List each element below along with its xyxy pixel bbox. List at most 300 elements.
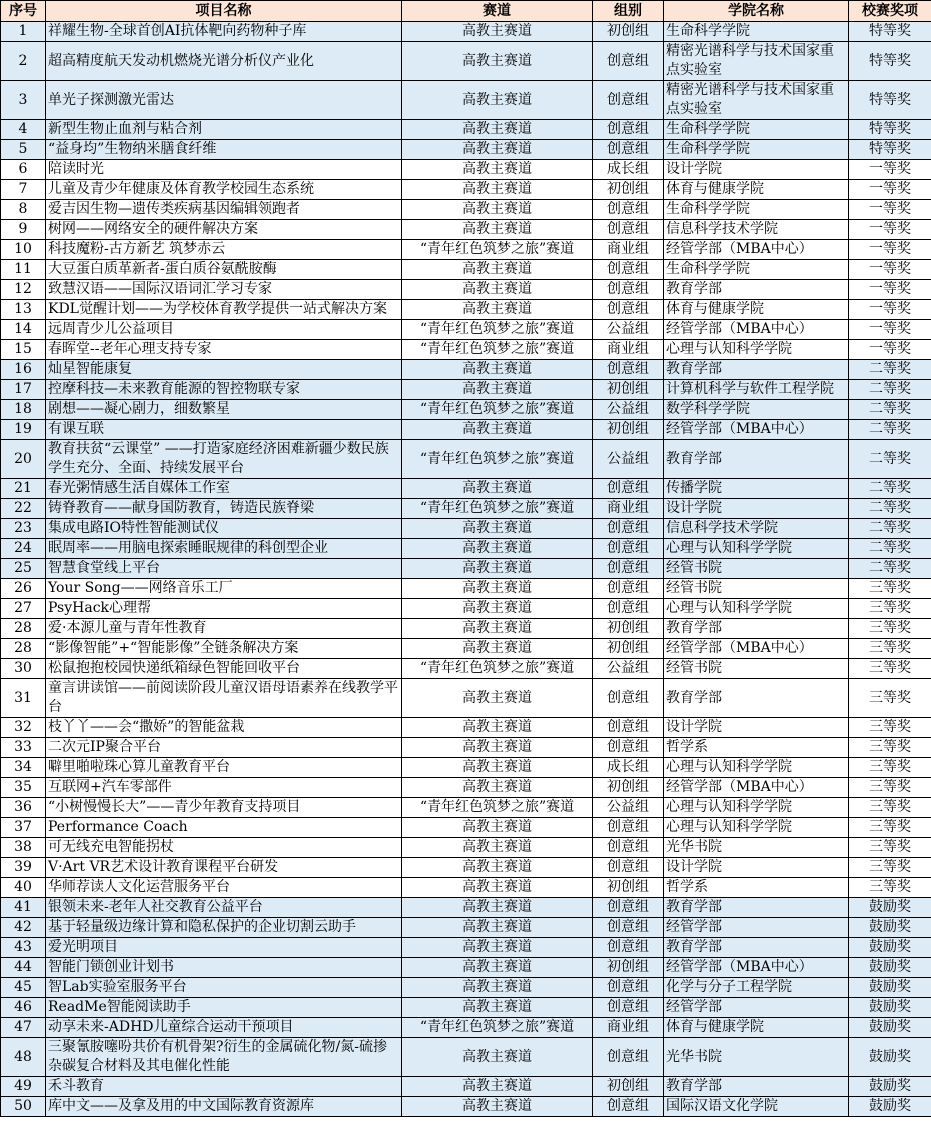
cell-college: 生命科学学院: [664, 22, 849, 42]
cell-group: 创意组: [593, 858, 664, 878]
table-row: [1, 898, 931, 918]
table-row: [1, 639, 931, 659]
table-row: [1, 479, 931, 499]
cell-college: 心理与认知科学学院: [664, 758, 849, 778]
cell-group: 公益组: [593, 798, 664, 818]
table-row: [1, 519, 931, 539]
cell-college: 经管学部（MBA中心）: [664, 420, 849, 440]
cell-college: 生命科学学院: [664, 200, 849, 220]
cell-award: 鼓励奖: [849, 1018, 931, 1038]
cell-no: 43: [1, 938, 46, 958]
cell-track: 高教主赛道: [402, 81, 593, 120]
cell-no: 42: [1, 918, 46, 938]
cell-track: 高教主赛道: [402, 42, 593, 81]
table-row: [1, 818, 931, 838]
cell-college: 教育学部: [664, 440, 849, 479]
cell-name: “影像智能”+“智能影像”全链条解决方案: [46, 639, 402, 659]
cell-college: 信息科学技术学院: [664, 519, 849, 539]
cell-no: 44: [1, 958, 46, 978]
cell-award: 一等奖: [849, 260, 931, 280]
cell-college: 教育学部: [664, 898, 849, 918]
table-row: [1, 679, 931, 718]
cell-no: 28: [1, 619, 46, 639]
cell-no: 23: [1, 519, 46, 539]
cell-no: 5: [1, 140, 46, 160]
cell-name: 二次元IP聚合平台: [46, 738, 402, 758]
cell-track: 高教主赛道: [402, 120, 593, 140]
table-row: [1, 499, 931, 519]
cell-group: 初创组: [593, 22, 664, 42]
cell-college: 哲学系: [664, 878, 849, 898]
cell-award: 一等奖: [849, 320, 931, 340]
cell-no: 37: [1, 818, 46, 838]
cell-award: 二等奖: [849, 420, 931, 440]
cell-award: 一等奖: [849, 200, 931, 220]
cell-group: 创意组: [593, 938, 664, 958]
cell-track: “青年红色筑梦之旅”赛道: [402, 659, 593, 679]
cell-college: 经管学部（MBA中心）: [664, 778, 849, 798]
cell-name: 灿星智能康复: [46, 360, 402, 380]
cell-no: 40: [1, 878, 46, 898]
table-row: [1, 958, 931, 978]
cell-track: “青年红色筑梦之旅”赛道: [402, 320, 593, 340]
cell-college: 教育学部: [664, 1077, 849, 1097]
cell-track: 高教主赛道: [402, 579, 593, 599]
cell-name: 剧想——凝心剧力，细数繁星: [46, 400, 402, 420]
table-row: [1, 778, 931, 798]
cell-name: 童言讲读馆——前阅读阶段儿童汉语母语素养在线教学平台: [46, 679, 402, 718]
cell-name: 松鼠抱抱校园快递纸箱绿色智能回收平台: [46, 659, 402, 679]
table-row: [1, 738, 931, 758]
cell-name: 致慧汉语——国际汉语词汇学习专家: [46, 280, 402, 300]
cell-no: 13: [1, 300, 46, 320]
cell-group: 创意组: [593, 42, 664, 81]
cell-group: 创意组: [593, 81, 664, 120]
cell-track: 高教主赛道: [402, 1077, 593, 1097]
cell-track: 高教主赛道: [402, 380, 593, 400]
cell-college: 教育学部: [664, 360, 849, 380]
cell-college: 教育学部: [664, 679, 849, 718]
cell-award: 鼓励奖: [849, 998, 931, 1018]
cell-award: 三等奖: [849, 579, 931, 599]
table-row: [1, 260, 931, 280]
cell-college: 精密光谱科学与技术国家重点实验室: [664, 42, 849, 81]
cell-name: 大豆蛋白质革新者-蛋白质谷氨酰胺酶: [46, 260, 402, 280]
cell-track: 高教主赛道: [402, 1038, 593, 1077]
cell-name: 动享未来-ADHD儿童综合运动干预项目: [46, 1018, 402, 1038]
cell-track: 高教主赛道: [402, 679, 593, 718]
cell-name: 春晖堂--老年心理支持专家: [46, 340, 402, 360]
cell-track: 高教主赛道: [402, 978, 593, 998]
cell-group: 创意组: [593, 838, 664, 858]
cell-track: 高教主赛道: [402, 958, 593, 978]
cell-track: 高教主赛道: [402, 180, 593, 200]
cell-name: 智能门锁创业计划书: [46, 958, 402, 978]
cell-no: 17: [1, 380, 46, 400]
table-row: [1, 758, 931, 778]
cell-track: 高教主赛道: [402, 998, 593, 1018]
cell-track: “青年红色筑梦之旅”赛道: [402, 440, 593, 479]
cell-name: ReadMe智能阅读助手: [46, 998, 402, 1018]
cell-group: 公益组: [593, 320, 664, 340]
cell-group: 创意组: [593, 360, 664, 380]
cell-group: 创意组: [593, 479, 664, 499]
table-row: [1, 300, 931, 320]
cell-name: Performance Coach: [46, 818, 402, 838]
cell-track: 高教主赛道: [402, 599, 593, 619]
header-row: [1, 1, 931, 22]
cell-no: 31: [1, 679, 46, 718]
cell-college: 教育学部: [664, 938, 849, 958]
cell-college: 经管书院: [664, 579, 849, 599]
table-row: [1, 140, 931, 160]
table-row: [1, 160, 931, 180]
table-row: [1, 539, 931, 559]
table-row: [1, 579, 931, 599]
cell-award: 一等奖: [849, 180, 931, 200]
cell-track: 高教主赛道: [402, 778, 593, 798]
cell-name: 春光粥情感生活自媒体工作室: [46, 479, 402, 499]
cell-track: 高教主赛道: [402, 539, 593, 559]
table-row: [1, 240, 931, 260]
cell-no: 4: [1, 120, 46, 140]
cell-track: 高教主赛道: [402, 160, 593, 180]
cell-award: 三等奖: [849, 778, 931, 798]
header-group: 组别: [593, 1, 664, 22]
cell-award: 二等奖: [849, 539, 931, 559]
table-row: [1, 22, 931, 42]
cell-name: “益身均”生物纳米膳食纤维: [46, 140, 402, 160]
cell-group: 创意组: [593, 818, 664, 838]
cell-no: 14: [1, 320, 46, 340]
cell-track: 高教主赛道: [402, 260, 593, 280]
cell-group: 创意组: [593, 738, 664, 758]
cell-name: 可无线充电智能拐杖: [46, 838, 402, 858]
cell-track: 高教主赛道: [402, 559, 593, 579]
cell-college: 经管书院: [664, 659, 849, 679]
cell-award: 鼓励奖: [849, 958, 931, 978]
cell-track: 高教主赛道: [402, 22, 593, 42]
cell-track: 高教主赛道: [402, 858, 593, 878]
cell-name: “小树慢慢长大”——青少年教育支持项目: [46, 798, 402, 818]
cell-award: 三等奖: [849, 818, 931, 838]
cell-award: 二等奖: [849, 479, 931, 499]
cell-track: 高教主赛道: [402, 938, 593, 958]
cell-group: 创意组: [593, 220, 664, 240]
cell-award: 三等奖: [849, 858, 931, 878]
cell-name: 华师荐读人文化运营服务平台: [46, 878, 402, 898]
cell-name: V·Art VR艺术设计教育课程平台研发: [46, 858, 402, 878]
cell-award: 二等奖: [849, 499, 931, 519]
table-row: [1, 938, 931, 958]
cell-name: PsyHack心理帮: [46, 599, 402, 619]
cell-college: 心理与认知科学学院: [664, 539, 849, 559]
cell-name: 智Lab实验室服务平台: [46, 978, 402, 998]
cell-group: 创意组: [593, 579, 664, 599]
cell-award: 鼓励奖: [849, 978, 931, 998]
cell-no: 41: [1, 898, 46, 918]
cell-college: 心理与认知科学学院: [664, 340, 849, 360]
table-row: [1, 1018, 931, 1038]
table-row: [1, 120, 931, 140]
cell-name: 基于轻量级边缘计算和隐私保护的企业切割云助手: [46, 918, 402, 938]
cell-college: 国际汉语文化学院: [664, 1097, 849, 1117]
header-award: 校赛奖项: [849, 1, 931, 22]
cell-group: 商业组: [593, 499, 664, 519]
cell-name: 新型生物止血剂与粘合剂: [46, 120, 402, 140]
cell-track: 高教主赛道: [402, 838, 593, 858]
cell-group: 成长组: [593, 160, 664, 180]
cell-no: 19: [1, 420, 46, 440]
cell-award: 二等奖: [849, 400, 931, 420]
cell-name: 控摩科技—未来教育能源的智控物联专家: [46, 380, 402, 400]
cell-group: 创意组: [593, 998, 664, 1018]
header-track: 赛道: [402, 1, 593, 22]
cell-track: 高教主赛道: [402, 519, 593, 539]
cell-college: 光华书院: [664, 838, 849, 858]
cell-award: 三等奖: [849, 659, 931, 679]
cell-group: 创意组: [593, 1038, 664, 1077]
cell-college: 哲学系: [664, 738, 849, 758]
cell-college: 生命科学学院: [664, 140, 849, 160]
cell-no: 33: [1, 738, 46, 758]
cell-no: 7: [1, 180, 46, 200]
cell-group: 初创组: [593, 1077, 664, 1097]
cell-no: 8: [1, 200, 46, 220]
cell-award: 三等奖: [849, 718, 931, 738]
cell-college: 信息科学技术学院: [664, 220, 849, 240]
cell-group: 创意组: [593, 200, 664, 220]
cell-name: 爱·本源儿童与青年性教育: [46, 619, 402, 639]
cell-name: 三聚氰胺噻吩共价有机骨架?衍生的金属硫化物/氮-硫掺杂碳复合材料及其电催化性能: [46, 1038, 402, 1077]
cell-no: 12: [1, 280, 46, 300]
cell-group: 成长组: [593, 758, 664, 778]
cell-group: 创意组: [593, 898, 664, 918]
cell-track: 高教主赛道: [402, 1097, 593, 1117]
cell-group: 创意组: [593, 519, 664, 539]
cell-name: 教育扶贫“云课堂” ——打造家庭经济困难新疆少数民族学生充分、全面、持续发展平台: [46, 440, 402, 479]
cell-group: 创意组: [593, 978, 664, 998]
table-row: [1, 380, 931, 400]
table-row: [1, 400, 931, 420]
cell-group: 创意组: [593, 718, 664, 738]
cell-award: 三等奖: [849, 798, 931, 818]
header-name: 项目名称: [46, 1, 402, 22]
cell-college: 体育与健康学院: [664, 180, 849, 200]
cell-track: 高教主赛道: [402, 479, 593, 499]
cell-award: 一等奖: [849, 220, 931, 240]
cell-college: 生命科学学院: [664, 260, 849, 280]
cell-award: 一等奖: [849, 280, 931, 300]
cell-no: 50: [1, 1097, 46, 1117]
cell-college: 经管学部: [664, 918, 849, 938]
cell-no: 15: [1, 340, 46, 360]
cell-group: 创意组: [593, 300, 664, 320]
cell-college: 设计学院: [664, 499, 849, 519]
cell-award: 一等奖: [849, 300, 931, 320]
cell-track: “青年红色筑梦之旅”赛道: [402, 240, 593, 260]
cell-award: 鼓励奖: [849, 938, 931, 958]
table-row: [1, 360, 931, 380]
cell-no: 32: [1, 718, 46, 738]
cell-group: 初创组: [593, 420, 664, 440]
cell-group: 公益组: [593, 659, 664, 679]
cell-name: KDL觉醒计划——为学校体育教学提供一站式解决方案: [46, 300, 402, 320]
cell-award: 一等奖: [849, 340, 931, 360]
cell-no: 2: [1, 42, 46, 81]
cell-name: 库中文——及拿及用的中文国际教育资源库: [46, 1097, 402, 1117]
cell-college: 设计学院: [664, 160, 849, 180]
cell-track: 高教主赛道: [402, 140, 593, 160]
cell-award: 鼓励奖: [849, 898, 931, 918]
cell-group: 商业组: [593, 1018, 664, 1038]
cell-track: 高教主赛道: [402, 718, 593, 738]
cell-group: 商业组: [593, 340, 664, 360]
cell-college: 设计学院: [664, 858, 849, 878]
cell-name: 眠周率——用脑电探索睡眠规律的科创型企业: [46, 539, 402, 559]
cell-no: 47: [1, 1018, 46, 1038]
cell-no: 27: [1, 599, 46, 619]
cell-track: 高教主赛道: [402, 280, 593, 300]
cell-college: 精密光谱科学与技术国家重点实验室: [664, 81, 849, 120]
table-row: [1, 81, 931, 120]
cell-college: 心理与认知科学学院: [664, 798, 849, 818]
table-row: [1, 1077, 931, 1097]
cell-track: “青年红色筑梦之旅”赛道: [402, 340, 593, 360]
table-row: [1, 340, 931, 360]
cell-group: 创意组: [593, 1097, 664, 1117]
cell-college: 传播学院: [664, 479, 849, 499]
cell-award: 二等奖: [849, 519, 931, 539]
cell-group: 初创组: [593, 619, 664, 639]
cell-award: 三等奖: [849, 679, 931, 718]
cell-track: 高教主赛道: [402, 898, 593, 918]
cell-group: 商业组: [593, 240, 664, 260]
cell-award: 一等奖: [849, 160, 931, 180]
cell-college: 体育与健康学院: [664, 300, 849, 320]
cell-name: 集成电路IO特性智能测试仪: [46, 519, 402, 539]
cell-track: “青年红色筑梦之旅”赛道: [402, 798, 593, 818]
table-row: [1, 280, 931, 300]
cell-college: 经管学部: [664, 998, 849, 1018]
cell-group: 创意组: [593, 260, 664, 280]
cell-name: 祥耀生物-全球首创AI抗体靶向药物种子库: [46, 22, 402, 42]
cell-name: 铸脊教育——献身国防教育，铸造民族脊梁: [46, 499, 402, 519]
cell-name: 爱吉因生物—遗传类疾病基因编辑领跑者: [46, 200, 402, 220]
table-row: [1, 180, 931, 200]
cell-award: 特等奖: [849, 42, 931, 81]
cell-no: 16: [1, 360, 46, 380]
table-row: [1, 42, 931, 81]
cell-no: 30: [1, 659, 46, 679]
cell-no: 36: [1, 798, 46, 818]
cell-name: 智慧食堂线上平台: [46, 559, 402, 579]
cell-group: 创意组: [593, 120, 664, 140]
table-row: [1, 918, 931, 938]
cell-award: 特等奖: [849, 81, 931, 120]
cell-name: 陪读时光: [46, 160, 402, 180]
cell-college: 生命科学学院: [664, 120, 849, 140]
cell-college: 光华书院: [664, 1038, 849, 1077]
cell-college: 心理与认知科学学院: [664, 599, 849, 619]
cell-name: 互联网+汽车零部件: [46, 778, 402, 798]
cell-group: 初创组: [593, 878, 664, 898]
cell-group: 公益组: [593, 440, 664, 479]
cell-no: 9: [1, 220, 46, 240]
cell-no: 45: [1, 978, 46, 998]
table-row: [1, 998, 931, 1018]
cell-no: 48: [1, 1038, 46, 1077]
cell-no: 39: [1, 858, 46, 878]
table-row: [1, 1097, 931, 1117]
cell-no: 20: [1, 440, 46, 479]
cell-track: 高教主赛道: [402, 619, 593, 639]
table-row: [1, 878, 931, 898]
table-row: [1, 220, 931, 240]
cell-college: 经管学部（MBA中心）: [664, 320, 849, 340]
table-row: [1, 858, 931, 878]
cell-college: 化学与分子工程学院: [664, 978, 849, 998]
cell-no: 6: [1, 160, 46, 180]
cell-name: 噼里啪啦珠心算儿童教育平台: [46, 758, 402, 778]
cell-group: 初创组: [593, 639, 664, 659]
cell-group: 公益组: [593, 400, 664, 420]
cell-track: 高教主赛道: [402, 878, 593, 898]
cell-track: 高教主赛道: [402, 738, 593, 758]
cell-track: “青年红色筑梦之旅”赛道: [402, 400, 593, 420]
cell-college: 教育学部: [664, 619, 849, 639]
table-row: [1, 559, 931, 579]
cell-group: 创意组: [593, 679, 664, 718]
cell-college: 经管学部（MBA中心）: [664, 240, 849, 260]
cell-group: 初创组: [593, 380, 664, 400]
cell-group: 创意组: [593, 918, 664, 938]
cell-college: 计算机科学与软件工程学院: [664, 380, 849, 400]
cell-track: 高教主赛道: [402, 639, 593, 659]
cell-no: 26: [1, 579, 46, 599]
cell-name: 银领未来-老年人社交教育公益平台: [46, 898, 402, 918]
cell-no: 35: [1, 778, 46, 798]
table-row: [1, 420, 931, 440]
cell-name: 单光子探测激光雷达: [46, 81, 402, 120]
cell-college: 设计学院: [664, 718, 849, 738]
cell-award: 三等奖: [849, 758, 931, 778]
cell-college: 体育与健康学院: [664, 1018, 849, 1038]
cell-no: 18: [1, 400, 46, 420]
table-row: [1, 978, 931, 998]
cell-track: 高教主赛道: [402, 220, 593, 240]
cell-award: 三等奖: [849, 599, 931, 619]
table-row: [1, 200, 931, 220]
cell-award: 二等奖: [849, 380, 931, 400]
cell-award: 二等奖: [849, 360, 931, 380]
table-row: [1, 599, 931, 619]
cell-award: 三等奖: [849, 738, 931, 758]
cell-group: 创意组: [593, 559, 664, 579]
cell-college: 经管学部（MBA中心）: [664, 639, 849, 659]
cell-award: 三等奖: [849, 639, 931, 659]
table-row: [1, 838, 931, 858]
cell-track: 高教主赛道: [402, 420, 593, 440]
cell-name: 树网——网络安全的硬件解决方案: [46, 220, 402, 240]
cell-no: 22: [1, 499, 46, 519]
table-row: [1, 440, 931, 479]
cell-no: 28: [1, 639, 46, 659]
cell-no: 38: [1, 838, 46, 858]
cell-track: “青年红色筑梦之旅”赛道: [402, 499, 593, 519]
cell-award: 特等奖: [849, 120, 931, 140]
cell-no: 46: [1, 998, 46, 1018]
